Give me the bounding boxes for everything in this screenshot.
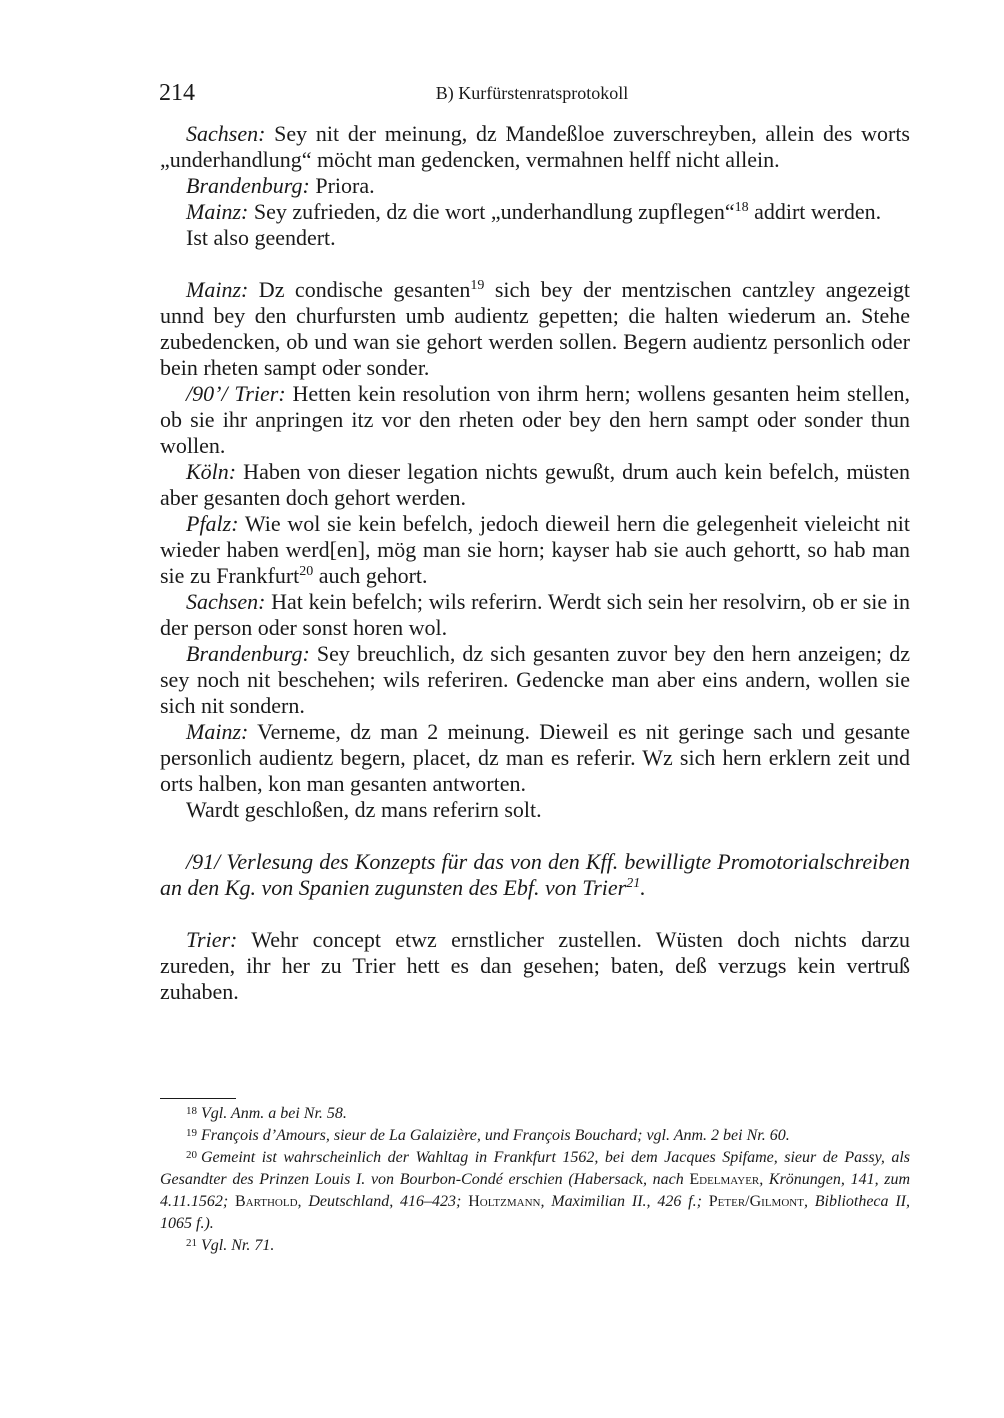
section-heading xyxy=(160,849,910,901)
page-number: 214 xyxy=(159,80,195,106)
footnote xyxy=(160,1235,910,1257)
speaker-label: Köln: xyxy=(186,459,237,484)
paragraph-text: Sey nit der meinung, dz Mandeßloe zuverschreyben, allein des worts „underhandlung“ möcht man gedencken, vermahnen helff nicht allein. xyxy=(160,121,910,172)
paragraph-text: Priora. xyxy=(309,173,375,198)
paragraph-text: Verneme, dz man 2 meinung. Dieweil es nit geringe sach und gesante personlich audientz begern, placet, dz man es referir. Wz sich hern erklern zeit und orts halben, kon man gesanten antworten. xyxy=(160,719,910,796)
running-title: B) Kurfürstenratsprotokoll xyxy=(435,83,629,103)
footnote-text: , Maximilian II., 426 f.; xyxy=(540,1193,709,1210)
footnote-text: Gemeint ist wahrscheinlich der Wahltag in Frankfurt 1562, bei dem Jacques Spifame, sieur de Passy, als Gesandter des Prinzen Louis I. von Bourbon-Condé erschien (Habersack, nach xyxy=(160,1149,910,1188)
footnote-number: 20 xyxy=(186,1149,197,1161)
speaker-label: Pfalz: xyxy=(186,511,239,536)
footnote-text: , Bibliotheca II, 1065 f.). xyxy=(160,1193,911,1232)
paragraph-text: addirt werden. xyxy=(748,199,882,224)
paragraph-text: Hetten kein resolution von ihrm hern; wollens gesanten heim stellen, ob sie ihr anpringen itz vor den rheten oder bey den hern sampt oder sonder thun wollen. xyxy=(160,381,910,458)
footnote-text: , Deutschland, 416–423; xyxy=(297,1193,469,1210)
paragraph-text: Sey breuchlich, dz sich gesanten zuvor bey den hern anzeigen; dz sey noch nit beschehen; wils referiren. Gedencke man aber eins andern, wollen sie sich nit sondern. xyxy=(160,641,910,718)
footnote-text: François d’Amours, sieur de La Galaizière, und François Bouchard; vgl. Anm. 2 bei Nr. 60. xyxy=(201,1127,790,1144)
speaker-label: Mainz: xyxy=(186,277,249,302)
paragraph xyxy=(160,381,910,459)
speaker-label: Brandenburg: xyxy=(186,641,310,666)
footnote-ref: 18 xyxy=(734,200,749,215)
paragraph-text: Ist also geendert. xyxy=(186,225,336,250)
paragraph xyxy=(160,589,910,641)
footnote-ref: 21 xyxy=(626,876,641,891)
heading-text: /91/ Verlesung des Konzepts für das von den Kff. bewilligte Promotorialschreiben an den Kg. von Spanien zugunsten des Ebf. von Trier xyxy=(160,849,910,900)
author-name: Edelmayer xyxy=(689,1171,760,1188)
paragraph xyxy=(160,277,910,381)
footnote-ref: 19 xyxy=(470,278,485,293)
paragraph-text: Dz condische gesanten xyxy=(248,277,471,302)
paragraph xyxy=(160,719,910,797)
heading-text: . xyxy=(640,875,646,900)
speaker-label: Mainz: xyxy=(186,199,249,224)
footnote-divider xyxy=(160,1098,236,1099)
footnote xyxy=(160,1103,910,1125)
footnote-text: , Krönungen, 141, zum 4.11.1562; xyxy=(160,1171,910,1210)
footnote-number: 21 xyxy=(186,1237,197,1249)
paragraph-text: Haben von dieser legation nichts gewußt, drum auch kein befelch, müsten aber gesanten doch gehort werden. xyxy=(160,459,910,510)
paragraph xyxy=(160,225,910,251)
footnote xyxy=(160,1125,910,1147)
author-name: Peter/Gilmont xyxy=(708,1193,804,1210)
paragraph xyxy=(160,459,910,511)
paragraph xyxy=(160,511,910,589)
footnote-number: 18 xyxy=(186,1105,197,1117)
speaker-label: Brandenburg: xyxy=(186,173,310,198)
paragraph-text: Sey zufrieden, dz die wort „underhandlung zupflegen“ xyxy=(248,199,735,224)
paragraph-text: auch gehort. xyxy=(313,563,428,588)
paragraph-text: Wardt geschloßen, dz mans referirn solt. xyxy=(186,797,542,822)
footnote-ref: 20 xyxy=(299,564,314,579)
paragraph-text: Wie wol sie kein befelch, jedoch dieweil hern die gelegenheit vieleicht nit wieder haben werd[en], mög man sie horn; kayser hab sie auch gehortt, so hab man sie zu Frankfurt xyxy=(160,511,910,588)
paragraph xyxy=(160,797,910,823)
speaker-label: Trier: xyxy=(186,927,238,952)
paragraph xyxy=(160,173,910,199)
paragraph-text: Hat kein befelch; wils referirn. Werdt sich sein her resolvirn, ob er sie in der person oder sonst horen wol. xyxy=(160,589,910,640)
speaker-label: /90’/ Trier: xyxy=(186,381,286,406)
speaker-label: Mainz: xyxy=(186,719,249,744)
paragraph xyxy=(160,121,910,173)
author-name: Holtzmann xyxy=(468,1193,541,1210)
paragraph xyxy=(160,927,910,1005)
footnote xyxy=(160,1147,910,1235)
footnote-number: 19 xyxy=(186,1127,197,1139)
author-name: Barthold xyxy=(234,1193,298,1210)
paragraph-text: Wehr concept etwz ernstlicher zustellen. Wüsten doch nichts darzu zureden, ihr her zu Trier hett es dan gesehen; baten, deß verzugs kein vertruß zuhaben. xyxy=(160,927,910,1004)
footnotes xyxy=(160,1103,910,1257)
paragraph xyxy=(160,641,910,719)
speaker-label: Sachsen: xyxy=(186,121,266,146)
paragraph xyxy=(160,199,910,225)
speaker-label: Sachsen: xyxy=(186,589,266,614)
paragraph-text: sich bey der mentzischen cantzley angezeigt unnd bey den churfursten umb audientz gepetten; die halten wiederum an. Stehe zubedencken, ob und wan sie gehort werden sollen. Begern audientz personlich oder bein rheten sampt oder sonder. xyxy=(160,277,910,380)
main-text xyxy=(160,121,910,1005)
footnote-text: Vgl. Nr. 71. xyxy=(201,1237,275,1254)
footnote-text: Vgl. Anm. a bei Nr. 58. xyxy=(201,1105,347,1122)
